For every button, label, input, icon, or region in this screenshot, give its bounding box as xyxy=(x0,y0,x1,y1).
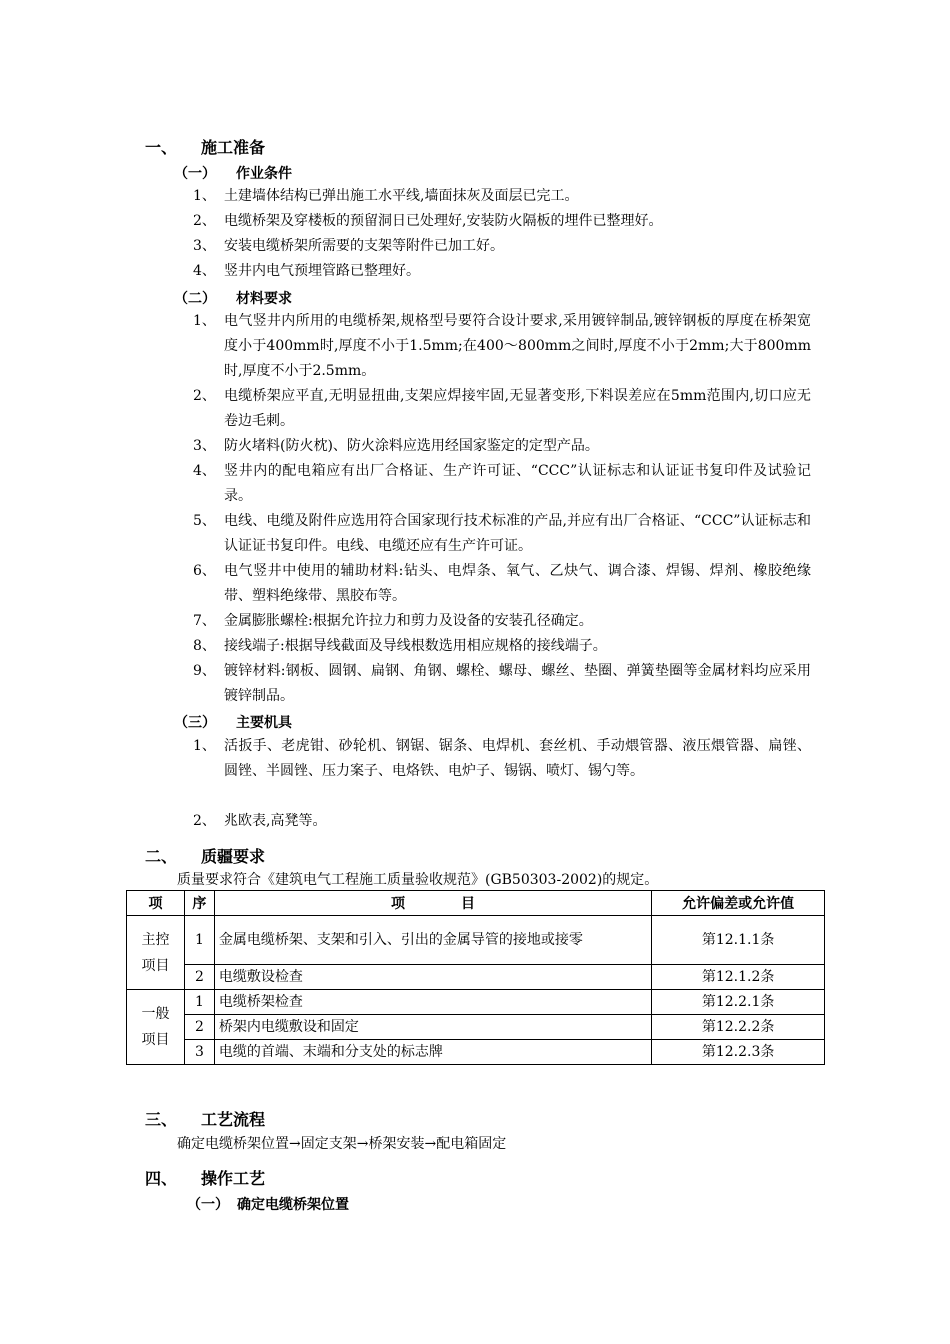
subsection-heading-4a xyxy=(187,1194,349,1214)
list-item xyxy=(193,384,811,434)
list-item xyxy=(193,209,811,234)
list-item-number: 6、 xyxy=(193,563,216,579)
list-item-number: 4、 xyxy=(193,463,216,479)
list-item-number: 3、 xyxy=(193,438,216,454)
header-item: 项 目 xyxy=(214,891,651,916)
list-item-text: 兆欧表,高凳等。 xyxy=(224,813,327,829)
group-label-general: 一般 项目 xyxy=(127,990,185,1065)
list-item-text: 电缆桥架应平直,无明显扭曲,支架应焊接牢固,无显著变形,下料误差应在5mm范围内,切口应无卷边毛刺。 xyxy=(224,388,811,429)
header-value: 允许偏差或允许值 xyxy=(652,891,825,916)
list-item xyxy=(193,184,811,209)
table-row xyxy=(127,965,825,990)
list-item xyxy=(193,234,811,259)
section-title: 工艺流程 xyxy=(201,1110,266,1129)
table-header-row xyxy=(127,891,825,916)
list-item-number: 2、 xyxy=(193,213,216,229)
list-item xyxy=(193,634,811,659)
list-item-text: 土建墙体结构已弹出施工水平线,墙面抹灰及面层已完工。 xyxy=(224,188,579,204)
table-row xyxy=(127,990,825,1015)
row-item: 电缆的首端、末端和分支处的标志牌 xyxy=(214,1040,651,1065)
subsection-heading-1a xyxy=(174,163,292,183)
row-item: 桥架内电缆敷设和固定 xyxy=(214,1015,651,1040)
list-item-number: 1、 xyxy=(193,313,216,329)
section-title: 质疆要求 xyxy=(201,847,266,866)
row-value: 第12.1.2条 xyxy=(652,965,825,990)
group-label-main: 主控 项目 xyxy=(127,916,185,990)
row-value: 第12.2.2条 xyxy=(652,1015,825,1040)
subsection-title: 主要机具 xyxy=(236,715,292,731)
list-item xyxy=(193,509,811,559)
row-value: 第12.1.1条 xyxy=(652,916,825,965)
section-title: 施工准备 xyxy=(201,138,266,157)
list-item-number: 2、 xyxy=(193,388,216,404)
list-item xyxy=(193,734,811,784)
list-item xyxy=(193,609,811,634)
list-item-text: 竖井内的配电箱应有出厂合格证、生产许可证、“CCC”认证标志和认证证书复印件及试验记录。 xyxy=(224,463,811,504)
row-seq: 1 xyxy=(184,990,214,1015)
list-item-number: 4、 xyxy=(193,263,216,279)
section-heading-2 xyxy=(145,844,265,867)
section-heading-3 xyxy=(145,1107,265,1130)
subsection-number: （三） xyxy=(174,715,216,731)
list-item-text: 接线端子:根据导线截面及导线根数选用相应规格的接线端子。 xyxy=(224,638,607,654)
list-item-text: 竖井内电气预埋管路已整理好。 xyxy=(224,263,420,279)
quality-intro: 质量要求符合《建筑电气工程施工质量验收规范》(GB50303-2002)的规定。 xyxy=(177,872,659,888)
list-item xyxy=(193,659,811,709)
header-seq: 序 xyxy=(184,891,214,916)
list-item-number: 8、 xyxy=(193,638,216,654)
subsection-number: （一） xyxy=(187,1197,229,1213)
process-flow: 确定电缆桥架位置→固定支架→桥架安装→配电箱固定 xyxy=(177,1136,507,1152)
list-item-text: 活扳手、老虎钳、砂轮机、钢锯、锯条、电焊机、套丝机、手动煨管器、液压煨管器、扁锉、圆锉、半圆锉、压力案子、电烙铁、电炉子、锡锅、喷灯、锡勺等。 xyxy=(224,738,811,779)
list-item-text: 电缆桥架及穿楼板的预留洞日已处理好,安装防火隔板的埋件已整理好。 xyxy=(224,213,663,229)
header-category: 项 xyxy=(127,891,185,916)
section-heading-4 xyxy=(145,1166,265,1189)
list-item xyxy=(193,259,811,284)
subsection-title: 材料要求 xyxy=(236,291,292,307)
row-value: 第12.2.1条 xyxy=(652,990,825,1015)
section-number: 一、 xyxy=(145,138,178,157)
row-item: 电缆敷设检查 xyxy=(214,965,651,990)
list-item-text: 金属膨胀螺栓:根据允许拉力和剪力及设备的安装孔径确定。 xyxy=(224,613,593,629)
list-item-text: 电气竖井内所用的电缆桥架,规格型号要符合设计要求,采用镀锌制品,镀锌钢板的厚度在桥架宽度小于400mm时,厚度不小于1.5mm;在400～800mm之间时,厚度不小于2mm;大于800mm时,厚度不小于2.5mm。 xyxy=(224,313,811,379)
section-heading-1 xyxy=(145,135,265,158)
list-item xyxy=(193,459,811,509)
list-item-number: 1、 xyxy=(193,738,216,754)
list-item-number: 7、 xyxy=(193,613,216,629)
list-item-number: 9、 xyxy=(193,663,216,679)
list-item xyxy=(193,434,811,459)
section-number: 三、 xyxy=(145,1110,178,1129)
row-seq: 2 xyxy=(184,1015,214,1040)
list-item-text: 安装电缆桥架所需要的支架等附件已加工好。 xyxy=(224,238,504,254)
list-item xyxy=(193,309,811,384)
subsection-heading-1b xyxy=(174,288,292,308)
list-item-number: 5、 xyxy=(193,513,216,529)
row-item: 金属电缆桥架、支架和引入、引出的金属导管的接地或接零 xyxy=(214,916,651,965)
table-row xyxy=(127,1040,825,1065)
list-item-text: 电线、电缆及附件应选用符合国家现行技术标准的产品,并应有出厂合格证、“CCC”认证标志和认证证书复印件。电线、电缆还应有生产许可证。 xyxy=(224,513,811,554)
row-seq: 1 xyxy=(184,916,214,965)
quality-table xyxy=(126,890,825,1065)
row-value: 第12.2.3条 xyxy=(652,1040,825,1065)
row-item: 电缆桥架检查 xyxy=(214,990,651,1015)
row-seq: 2 xyxy=(184,965,214,990)
list-item xyxy=(193,809,811,834)
table-row xyxy=(127,1015,825,1040)
section-title: 操作工艺 xyxy=(201,1169,266,1188)
list-item-number: 2、 xyxy=(193,813,216,829)
list-item-number: 3、 xyxy=(193,238,216,254)
list-item-text: 防火堵料(防火枕)、防火涂料应选用经国家鉴定的定型产品。 xyxy=(224,438,599,454)
list-item-text: 镀锌材料:钢板、圆钢、扁钢、角钢、螺栓、螺母、螺丝、垫圈、弹簧垫圈等金属材料均应采用镀锌制品。 xyxy=(224,663,811,704)
list-item-number: 1、 xyxy=(193,188,216,204)
table-row xyxy=(127,916,825,965)
section-number: 二、 xyxy=(145,847,178,866)
subsection-title: 确定电缆桥架位置 xyxy=(237,1197,349,1213)
subsection-number: （二） xyxy=(174,291,216,307)
subsection-title: 作业条件 xyxy=(236,166,292,182)
list-item xyxy=(193,559,811,609)
row-seq: 3 xyxy=(184,1040,214,1065)
section-number: 四、 xyxy=(145,1169,178,1188)
list-item-text: 电气竖井中使用的辅助材料:钻头、电焊条、氧气、乙炔气、调合漆、焊锡、焊剂、橡胶绝缘带、塑料绝缘带、黑胶布等。 xyxy=(224,563,811,604)
subsection-heading-1c xyxy=(174,712,292,732)
subsection-number: （一） xyxy=(174,166,216,182)
